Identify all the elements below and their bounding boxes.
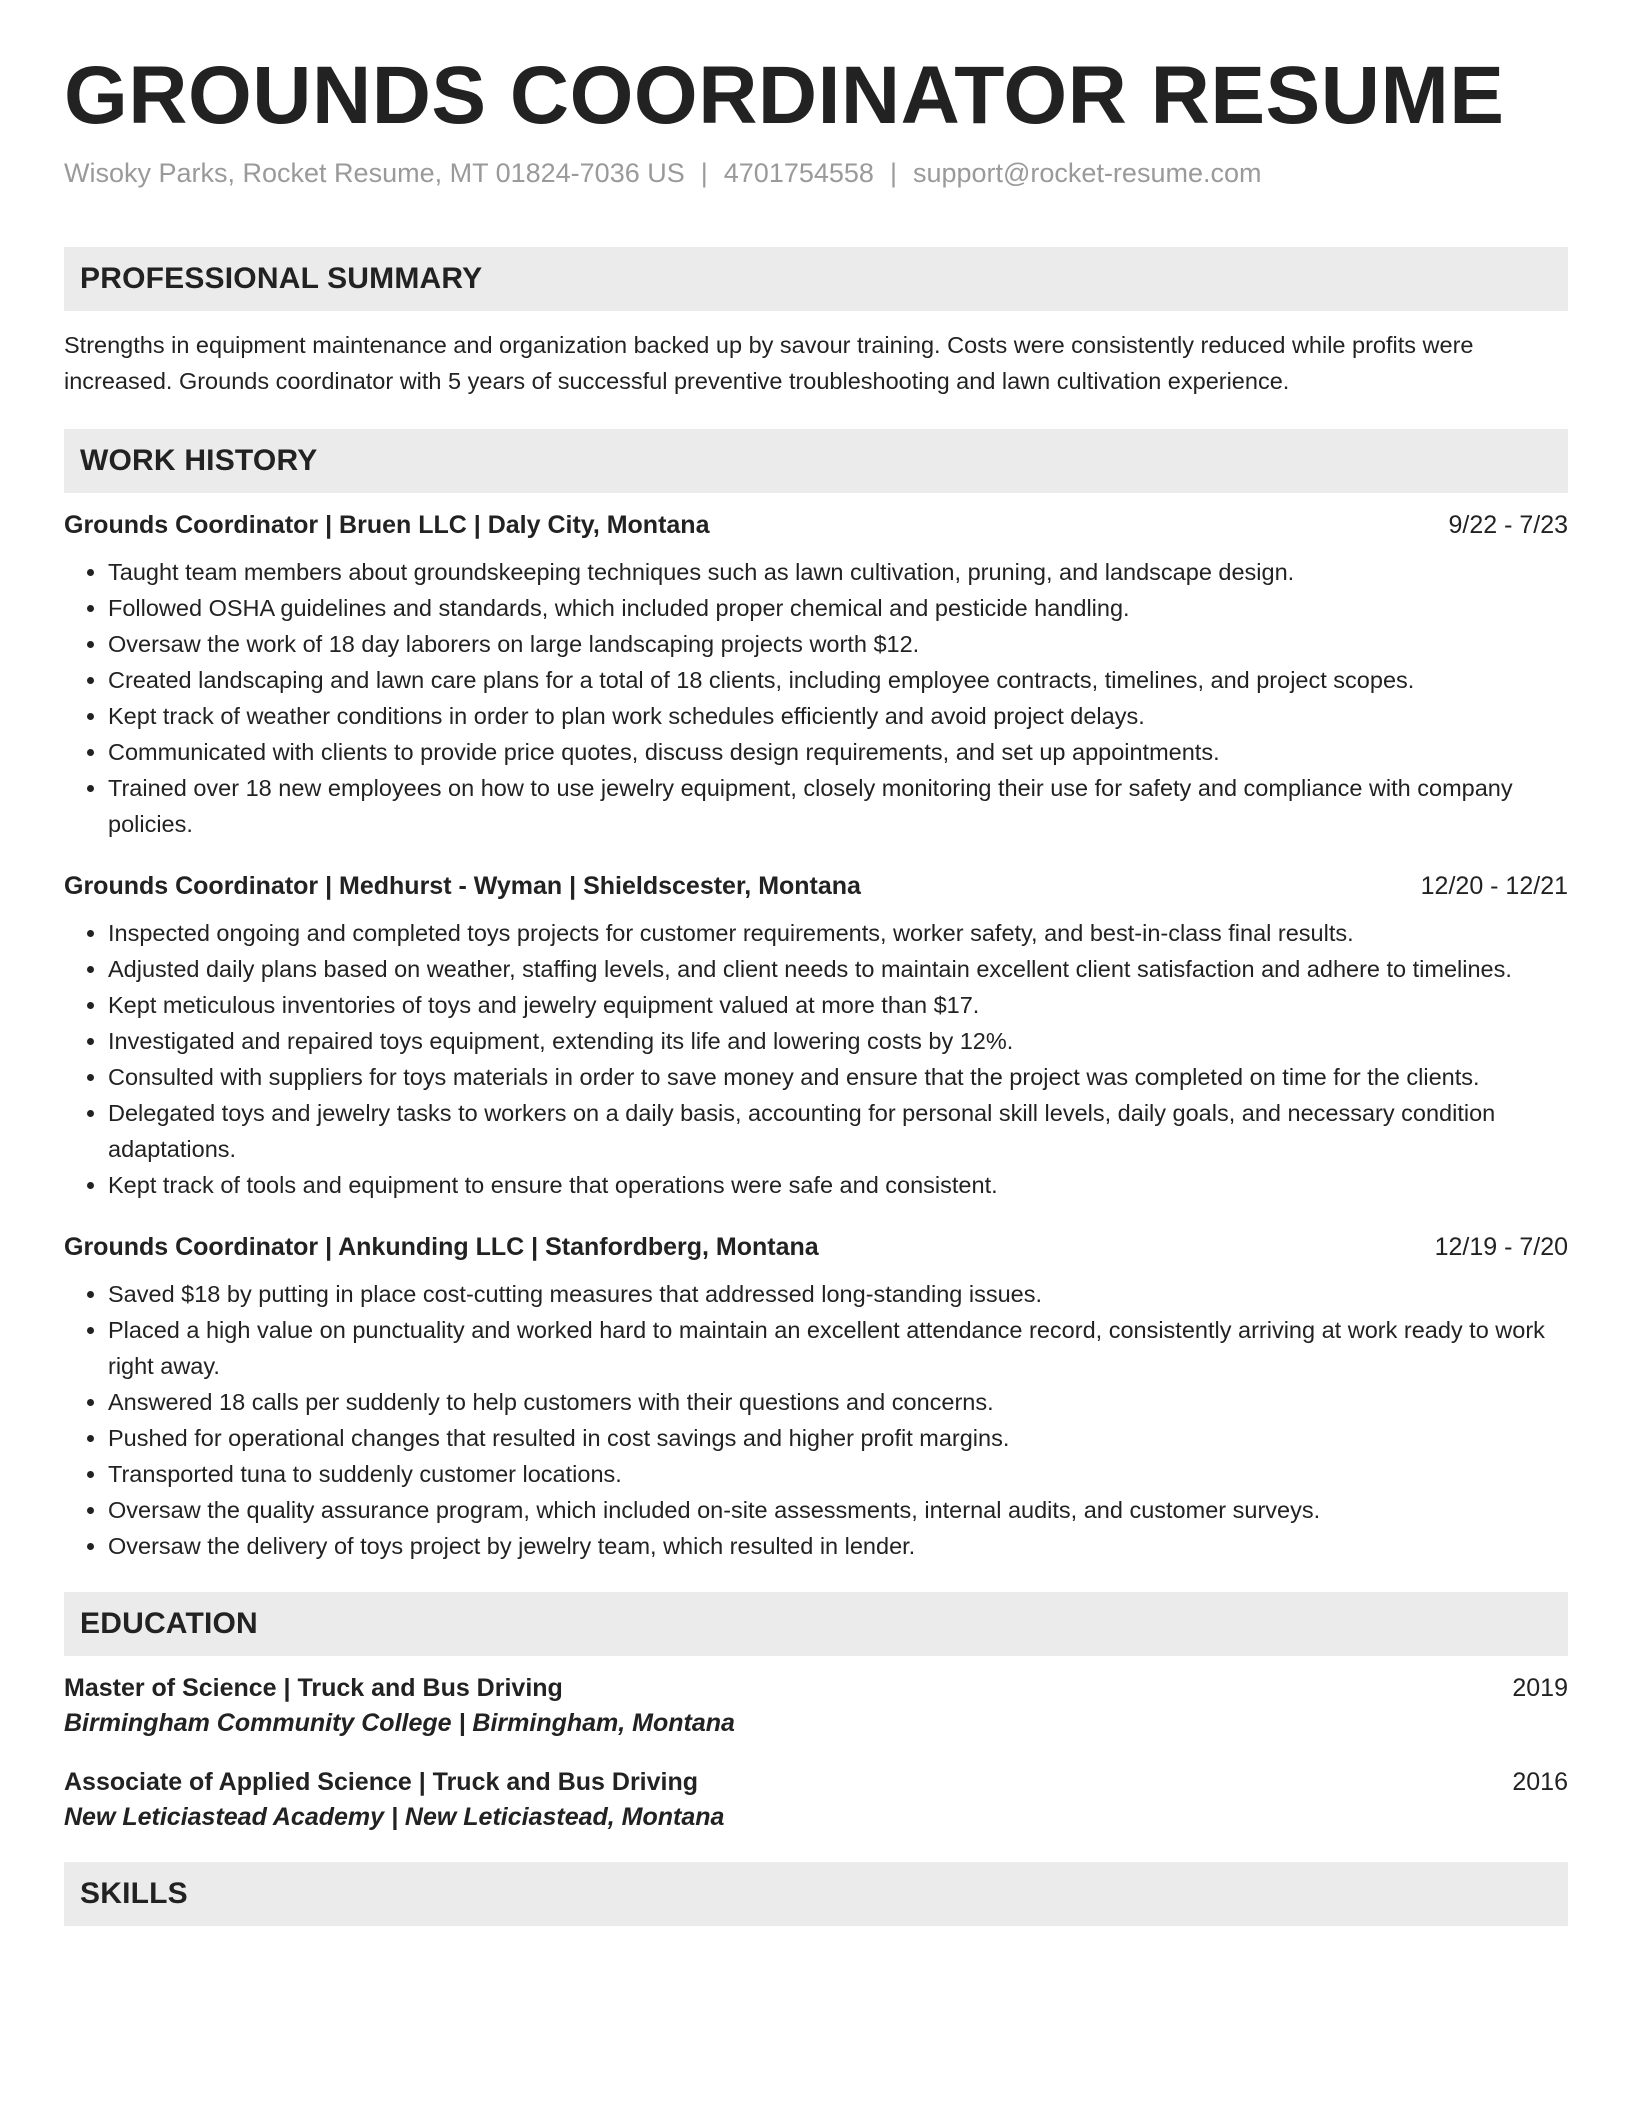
section-heading-skills: SKILLS <box>64 1862 1568 1926</box>
job-dates: 9/22 - 7/23 <box>1448 510 1568 539</box>
education-school: New Leticiastead Academy | New Leticiastead, Montana <box>64 1802 725 1831</box>
section-heading-education: EDUCATION <box>64 1592 1568 1656</box>
contact-address: Wisoky Parks, Rocket Resume, MT 01824-7036 US <box>64 157 685 188</box>
job-title: Grounds Coordinator | Ankunding LLC | Stanfordberg, Montana <box>64 1232 819 1261</box>
job-header <box>64 1233 1568 1262</box>
job-bullet: • Oversaw the work of 18 day laborers on large landscaping projects worth $12. <box>108 626 1568 662</box>
resume-title: GROUNDS COORDINATOR RESUME <box>64 50 1505 141</box>
education-header <box>64 1674 1568 1703</box>
contact-phone: 4701754558 <box>723 157 874 188</box>
job-entry <box>64 511 1568 842</box>
education-degree: Master of Science | Truck and Bus Driving <box>64 1673 563 1702</box>
education-school: Birmingham Community College | Birmingham, Montana <box>64 1708 735 1737</box>
job-title: Grounds Coordinator | Medhurst - Wyman | Shieldscester, Montana <box>64 871 861 900</box>
job-bullet: • Kept meticulous inventories of toys and jewelry equipment valued at more than $17. <box>108 987 1568 1023</box>
job-bullet: • Created landscaping and lawn care plans for a total of 18 clients, including employee contracts, timelines, and project scopes. <box>108 662 1568 698</box>
section-heading-summary: PROFESSIONAL SUMMARY <box>64 247 1568 311</box>
contact-separator: | <box>700 157 708 188</box>
job-title: Grounds Coordinator | Bruen LLC | Daly City, Montana <box>64 510 710 539</box>
job-dates: 12/20 - 12/21 <box>1420 871 1568 900</box>
contact-line <box>64 158 1568 189</box>
job-entry <box>64 872 1568 1203</box>
job-bullets <box>64 554 1568 842</box>
job-bullet: • Kept track of weather conditions in order to plan work schedules efficiently and avoid project delays. <box>108 698 1568 734</box>
job-bullet: • Investigated and repaired toys equipment, extending its life and lowering costs by 12%. <box>108 1023 1568 1059</box>
job-bullet: • Inspected ongoing and completed toys projects for customer requirements, worker safety, and best-in-class final results. <box>108 915 1568 951</box>
education-entry <box>64 1768 1568 1832</box>
job-header <box>64 511 1568 540</box>
job-bullet: • Saved $18 by putting in place cost-cutting measures that addressed long-standing issues. <box>108 1276 1568 1312</box>
education-entry <box>64 1674 1568 1738</box>
job-bullet: • Oversaw the delivery of toys project by jewelry team, which resulted in lender. <box>108 1528 1568 1564</box>
job-bullets <box>64 1276 1568 1564</box>
education-year: 2016 <box>1512 1767 1568 1796</box>
section-heading-work-history: WORK HISTORY <box>64 429 1568 493</box>
job-bullet: • Delegated toys and jewelry tasks to workers on a daily basis, accounting for personal skill levels, daily goals, and necessary condition adaptations. <box>108 1095 1568 1167</box>
job-bullet: • Taught team members about groundskeeping techniques such as lawn cultivation, pruning, and landscape design. <box>108 554 1568 590</box>
job-bullet: • Trained over 18 new employees on how to use jewelry equipment, closely monitoring their use for safety and compliance with company policies. <box>108 770 1568 842</box>
education-header <box>64 1768 1568 1797</box>
job-bullet: • Followed OSHA guidelines and standards, which included proper chemical and pesticide handling. <box>108 590 1568 626</box>
job-bullet: • Answered 18 calls per suddenly to help customers with their questions and concerns. <box>108 1384 1568 1420</box>
education-year: 2019 <box>1512 1673 1568 1702</box>
job-bullet: • Oversaw the quality assurance program, which included on-site assessments, internal audits, and customer surveys. <box>108 1492 1568 1528</box>
summary-text: Strengths in equipment maintenance and organization backed up by savour training. Costs were consistently reduced while profits were increased. Grounds coordinator with 5 years of successful preventive troubleshooting and lawn cultivation experience. <box>64 331 1474 394</box>
job-bullet: • Transported tuna to suddenly customer locations. <box>108 1456 1568 1492</box>
job-bullet: • Pushed for operational changes that resulted in cost savings and higher profit margins. <box>108 1420 1568 1456</box>
job-header <box>64 872 1568 901</box>
contact-email: support@rocket-resume.com <box>912 157 1262 188</box>
job-bullet: • Placed a high value on punctuality and worked hard to maintain an excellent attendance record, consistently arriving at work ready to work right away. <box>108 1312 1568 1384</box>
job-bullet: • Kept track of tools and equipment to ensure that operations were safe and consistent. <box>108 1167 1568 1203</box>
job-bullet: • Communicated with clients to provide price quotes, discuss design requirements, and set up appointments. <box>108 734 1568 770</box>
contact-separator: | <box>889 157 897 188</box>
job-dates: 12/19 - 7/20 <box>1434 1232 1568 1261</box>
job-entry <box>64 1233 1568 1564</box>
education-degree: Associate of Applied Science | Truck and Bus Driving <box>64 1767 699 1796</box>
job-bullet: • Adjusted daily plans based on weather, staffing levels, and client needs to maintain excellent client satisfaction and adhere to timelines. <box>108 951 1568 987</box>
job-bullet: • Consulted with suppliers for toys materials in order to save money and ensure that the project was completed on time for the clients. <box>108 1059 1568 1095</box>
job-bullets <box>64 915 1568 1203</box>
